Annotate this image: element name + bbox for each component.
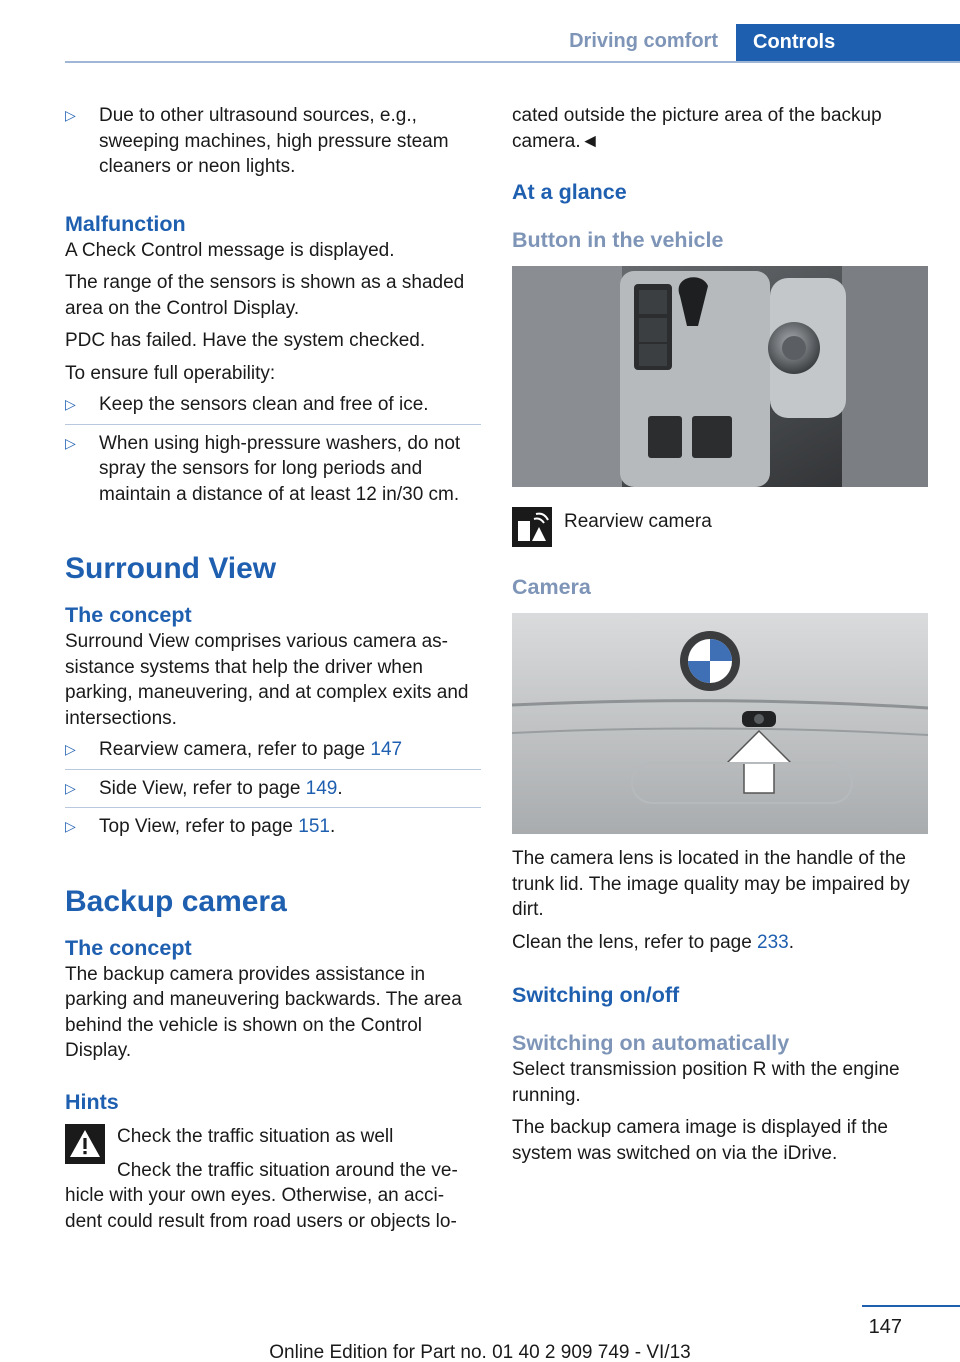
hints-heading: Hints [65,1089,119,1114]
triangle-bullet-icon: ▷ [65,434,76,451]
page-link[interactable]: 149 [305,777,338,799]
page-link[interactable]: 233 [757,931,789,953]
running-header-chapter: Controls [736,24,960,62]
backup-concept-heading: The concept [65,935,192,960]
page-link[interactable]: 147 [370,739,403,760]
center-console-photo [512,266,928,487]
running-header-section: Driving comfort [569,30,718,52]
at-a-glance-heading: At a glance [512,180,627,204]
list-item: ▷ Due to other ultrasound sources, e.g., sweeping machines, high pressure steam cleaners or neon lights. [65,105,449,177]
edition-footer: Online Edition for Part no. 01 40 2 909 749 - VI/13 [269,1342,691,1362]
page-link[interactable]: 151 [298,816,330,837]
ultrasound-bullet-list [65,97,481,186]
footer-divider [862,1305,960,1307]
page-number: 147 [868,1316,902,1338]
warning-title: Check the traffic situation as well [117,1125,394,1147]
clean-lens-text: Clean the lens, refer to page 233. [512,931,795,953]
body-text: The range of the sensors is shown as a shaded area on the Control Display. [65,272,465,319]
camera-description: The camera lens is located in the handle of the trunk lid. The image quality may be impaired by dirt. [512,848,910,920]
list-item: ▷ Rearview camera, refer to page 147 [65,731,481,770]
header-divider [65,61,960,63]
body-text: PDC has failed. Have the system checked. [65,330,426,351]
body-text: Select transmission position R with the engine running. [512,1059,900,1106]
list-item: ▷ When using high-pressure washers, do not spray the sensors for long periods and maintain a distance of at least 12 in/30 cm. [65,432,461,505]
left-column [65,103,481,1241]
backup-camera-title: Backup camera [65,884,287,918]
triangle-bullet-icon: ▷ [65,396,76,412]
list-item: ▷ Side View, refer to page 149. [65,770,481,809]
warning-block [65,1124,481,1168]
operability-bullet-list [65,386,481,513]
camera-heading: Camera [512,575,591,599]
surround-concept-heading: The concept [65,603,192,627]
malfunction-heading: Malfunction [65,211,186,236]
triangle-bullet-icon: ▷ [65,107,76,123]
rearview-camera-label: Rearview camera [564,511,712,532]
body-text: To ensure full operability: [65,362,276,384]
triangle-bullet-icon: ▷ [65,741,76,757]
list-item: ▷ Keep the sensors clean and free of ice. [65,386,481,425]
triangle-bullet-icon: ▷ [65,818,76,834]
surround-bullet-list [65,731,481,846]
warning-triangle-icon [65,1124,105,1164]
body-text: cated outside the picture area of the backup camera.◄ [512,105,882,152]
button-in-vehicle-heading: Button in the vehicle [512,228,724,252]
list-item: ▷ Top View, refer to page 151. [65,808,481,846]
body-text: Surround View comprises various camera as- sistance systems that help the driver when parking, maneuvering, and at complex exits and intersections. [65,631,469,729]
body-text: A Check Control message is displayed. [65,239,395,261]
warning-text: Check the traffic situation around the ve- hicle with your own eyes. Otherwise, an acci- dent could result from road users or objects lo- [65,1159,458,1232]
body-text: The backup camera provides assistance in parking and maneuvering backwards. The area behind the vehicle is shown on the Control Display. [65,963,462,1061]
rearview-camera-row [512,507,928,551]
trunk-camera-photo [512,613,928,834]
right-column [512,103,928,1173]
triangle-bullet-icon: ▷ [65,779,76,796]
rearview-camera-button-icon [512,507,552,547]
switching-on-automatically-heading: Switching on automatically [512,1031,790,1055]
surround-view-title: Surround View [65,552,277,585]
body-text: The backup camera image is displayed if the system was switched on via the iDrive. [512,1117,888,1164]
switching-on-off-heading: Switching on/off [512,983,680,1007]
